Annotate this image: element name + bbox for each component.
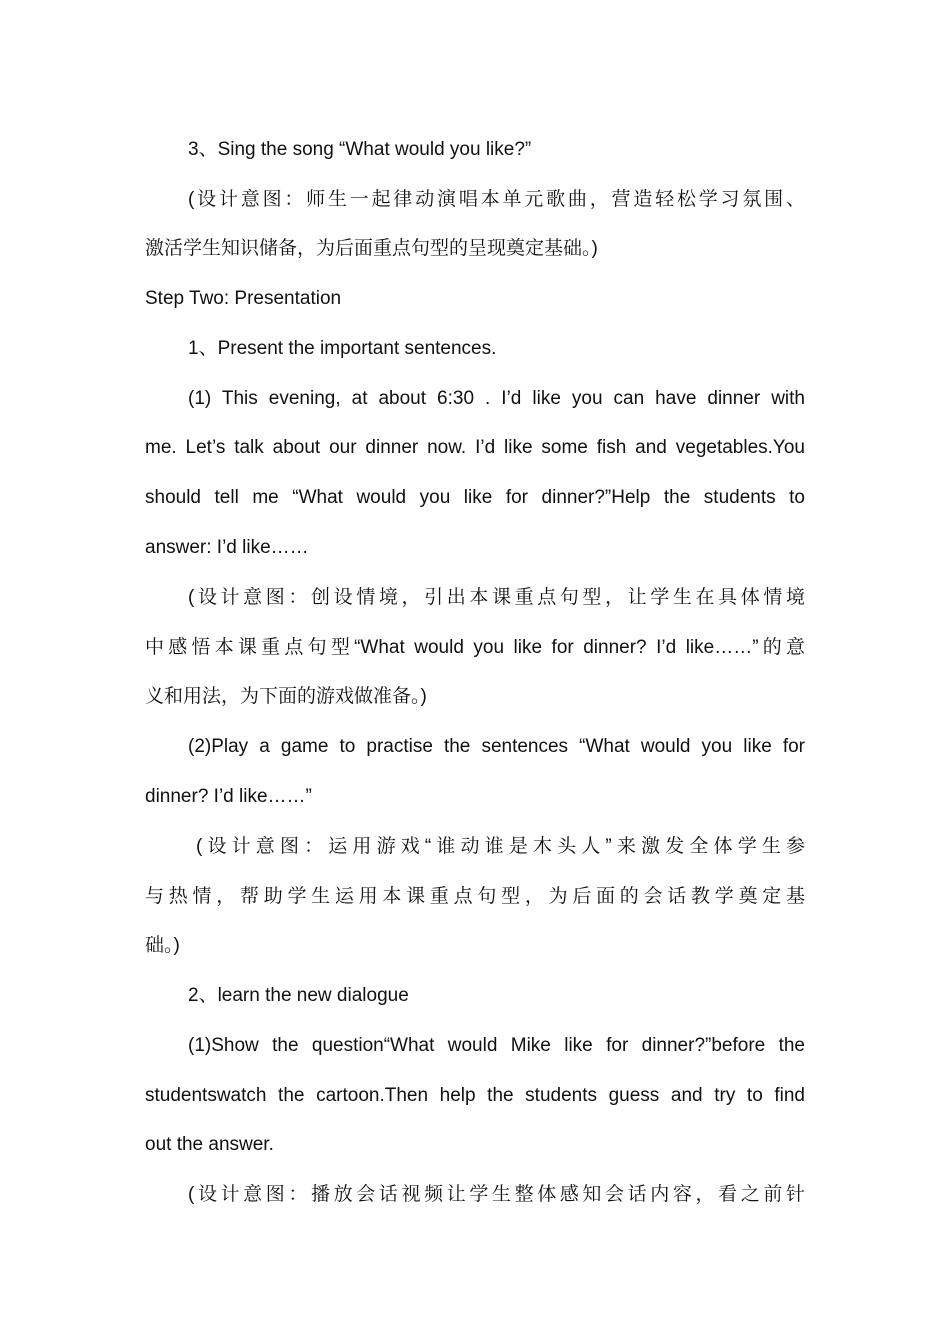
design-intent-1-line-1: (设计意图：师生一起律动演唱本单元歌曲，营造轻松学习氛围、 (188, 189, 805, 210)
paragraph-1-line-4: answer: I’d like…… (145, 537, 309, 558)
paragraph-2-line-2: dinner? I’d like……” (145, 786, 312, 807)
paragraph-3-line-3: out the answer. (145, 1134, 274, 1155)
paragraph-1-line-3: should tell me “What would you like for dinner?”Help the students to (145, 487, 805, 508)
paragraph-3-line-2: studentswatch the cartoon.Then help the students guess and try to find (145, 1085, 805, 1106)
design-intent-1-line-2: 激活学生知识储备，为后面重点句型的呈现奠定基础。) (145, 238, 598, 259)
paragraph-2-line-1: (2)Play a game to practise the sentences “What would you like for (188, 736, 805, 757)
design-intent-2-line-3: 义和用法，为下面的游戏做准备。) (145, 686, 427, 707)
design-intent-3-line-2: 与热情，帮助学生运用本课重点句型，为后面的会话教学奠定基 (145, 886, 805, 907)
design-intent-2-line-1: (设计意图：创设情境，引出本课重点句型，让学生在具体情境 (188, 587, 805, 608)
design-intent-2-line-2: 中感悟本课重点句型“What would you like for dinner? I’d like……”的意 (145, 637, 805, 658)
design-intent-3-line-3: 础。) (145, 935, 180, 956)
step-one-item-3: 3、Sing the song “What would you like?” (188, 139, 532, 160)
paragraph-1-line-2: me. Let’s talk about our dinner now. I’d like some fish and vegetables.You (145, 437, 805, 458)
step-two-heading: Step Two: Presentation (145, 288, 342, 309)
step-two-item-1: 1、Present the important sentences. (188, 338, 497, 359)
design-intent-4-line-1: (设计意图：播放会话视频让学生整体感知会话内容，看之前针 (188, 1184, 805, 1205)
step-two-item-2: 2、learn the new dialogue (188, 985, 409, 1006)
paragraph-3-line-1: (1)Show the question“What would Mike like for dinner?”before the (188, 1035, 805, 1056)
paragraph-1-line-1: (1) This evening, at about 6:30 . I’d like you can have dinner with (188, 388, 805, 409)
design-intent-3-line-1: (设计意图：运用游戏“谁动谁是木头人”来激发全体学生参 (196, 836, 805, 857)
